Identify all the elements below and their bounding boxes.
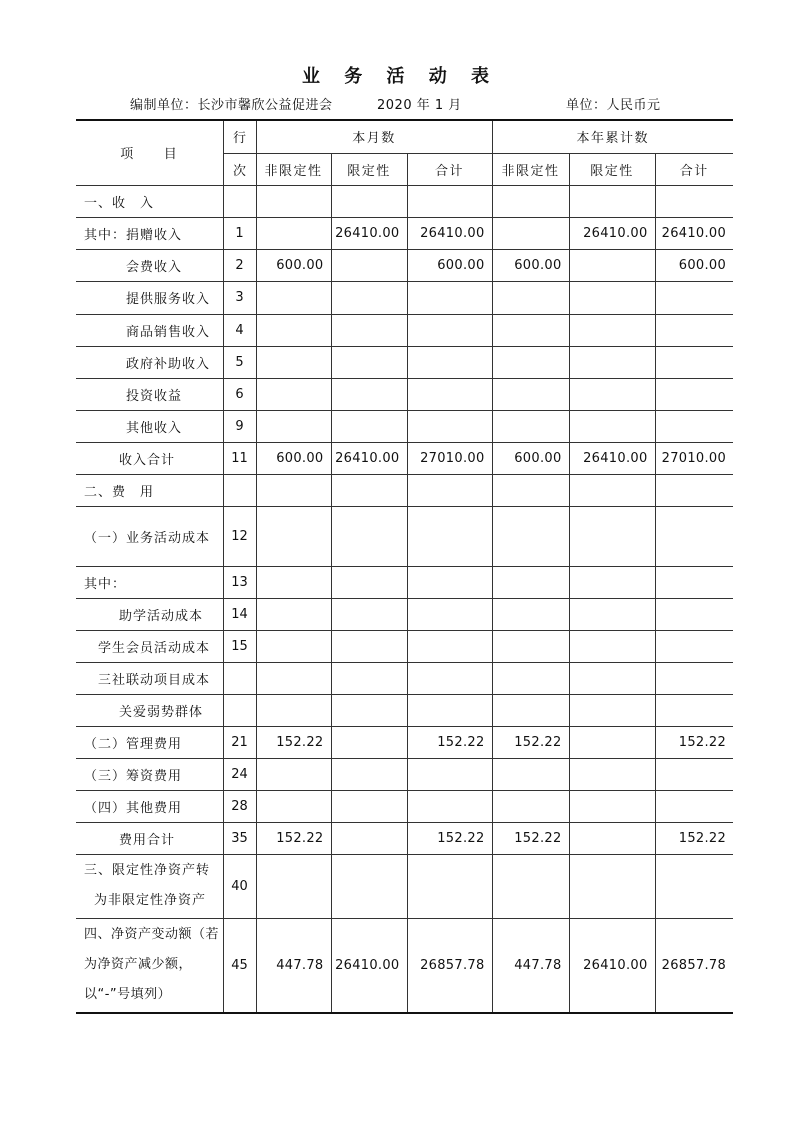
value-cell xyxy=(256,474,331,506)
table-row xyxy=(76,726,733,758)
table-row xyxy=(76,217,733,249)
value-cell: 152.22 xyxy=(655,726,733,758)
value-cell xyxy=(407,662,492,694)
value-cell xyxy=(256,694,331,726)
value-cell xyxy=(569,314,655,346)
line-no-cell: 5 xyxy=(223,346,256,378)
value-cell: 26410.00 xyxy=(407,217,492,249)
value-cell xyxy=(655,662,733,694)
table-row xyxy=(76,566,733,598)
value-cell xyxy=(492,790,569,822)
value-cell xyxy=(331,378,407,410)
value-cell xyxy=(492,566,569,598)
table-row xyxy=(76,281,733,314)
value-cell xyxy=(492,378,569,410)
row-label: （一）业务活动成本 xyxy=(76,506,223,566)
value-cell xyxy=(569,822,655,854)
value-cell xyxy=(331,249,407,281)
line-no-cell xyxy=(223,662,256,694)
value-cell xyxy=(256,346,331,378)
value-cell xyxy=(407,854,492,918)
value-cell: 152.22 xyxy=(256,726,331,758)
value-cell xyxy=(407,506,492,566)
value-cell xyxy=(569,726,655,758)
item-column-header: 项 目 xyxy=(76,120,223,185)
value-cell xyxy=(407,566,492,598)
row-label: 三社联动项目成本 xyxy=(76,662,223,694)
value-cell xyxy=(331,822,407,854)
value-cell: 26410.00 xyxy=(331,918,407,1013)
value-cell xyxy=(569,790,655,822)
value-cell xyxy=(256,566,331,598)
line-no-cell: 6 xyxy=(223,378,256,410)
row-label: （三）筹资费用 xyxy=(76,758,223,790)
row-label: 商品销售收入 xyxy=(76,314,223,346)
line-no-cell xyxy=(223,694,256,726)
value-cell xyxy=(331,726,407,758)
value-cell xyxy=(256,281,331,314)
value-cell xyxy=(569,410,655,442)
month-restricted-header: 限定性 xyxy=(331,153,407,185)
value-cell xyxy=(569,346,655,378)
table-row xyxy=(76,854,733,918)
row-label xyxy=(76,854,223,918)
value-cell: 152.22 xyxy=(492,822,569,854)
row-label-line: 以“-”号填列） xyxy=(84,987,172,1003)
value-cell xyxy=(407,410,492,442)
row-label: （四）其他费用 xyxy=(76,790,223,822)
row-label: 投资收益 xyxy=(76,378,223,410)
report-title: 业 务 活 动 表 xyxy=(301,66,499,87)
value-cell xyxy=(407,474,492,506)
value-cell xyxy=(331,185,407,217)
value-cell xyxy=(655,185,733,217)
ytd-restricted-header: 限定性 xyxy=(569,153,655,185)
value-cell xyxy=(407,790,492,822)
row-label-line: 为净资产减少额， xyxy=(84,957,193,973)
value-cell xyxy=(331,630,407,662)
value-cell xyxy=(492,854,569,918)
value-cell xyxy=(331,281,407,314)
value-cell xyxy=(331,410,407,442)
line-no-cell: 28 xyxy=(223,790,256,822)
header-row-groups xyxy=(76,120,733,153)
value-cell xyxy=(655,410,733,442)
ytd-group-header: 本年累计数 xyxy=(492,120,733,153)
line-no-cell: 40 xyxy=(223,854,256,918)
value-cell xyxy=(492,598,569,630)
value-cell: 600.00 xyxy=(407,249,492,281)
value-cell xyxy=(331,506,407,566)
line-no-cell: 2 xyxy=(223,249,256,281)
row-label: 收入合计 xyxy=(76,442,223,474)
value-cell xyxy=(655,854,733,918)
line-no-cell xyxy=(223,474,256,506)
row-label-line: 为非限定性净资产 xyxy=(94,893,207,908)
value-cell xyxy=(655,566,733,598)
value-cell xyxy=(331,854,407,918)
value-cell: 600.00 xyxy=(655,249,733,281)
value-cell xyxy=(331,694,407,726)
value-cell xyxy=(331,758,407,790)
value-cell xyxy=(331,346,407,378)
line-no-cell: 13 xyxy=(223,566,256,598)
value-cell: 152.22 xyxy=(655,822,733,854)
value-cell xyxy=(407,346,492,378)
value-cell xyxy=(256,598,331,630)
row-label-line: 三、限定性净资产转 xyxy=(84,863,211,878)
row-label: 政府补助收入 xyxy=(76,346,223,378)
row-label: 一、收 入 xyxy=(76,185,223,217)
value-cell xyxy=(407,758,492,790)
value-cell: 600.00 xyxy=(256,442,331,474)
value-cell xyxy=(256,506,331,566)
row-label: 二、费 用 xyxy=(76,474,223,506)
value-cell xyxy=(569,474,655,506)
line-no-cell: 45 xyxy=(223,918,256,1013)
table-row xyxy=(76,474,733,506)
value-cell xyxy=(569,630,655,662)
table-row xyxy=(76,598,733,630)
value-cell xyxy=(492,217,569,249)
value-cell xyxy=(569,662,655,694)
value-cell: 27010.00 xyxy=(655,442,733,474)
value-cell xyxy=(256,314,331,346)
value-cell xyxy=(569,378,655,410)
line-no-header-bottom: 次 xyxy=(223,153,256,185)
value-cell: 152.22 xyxy=(407,726,492,758)
value-cell xyxy=(331,566,407,598)
value-cell xyxy=(655,346,733,378)
currency-unit: 单位：人民币元 xyxy=(566,98,661,113)
table-row xyxy=(76,918,733,1013)
table-row xyxy=(76,790,733,822)
value-cell xyxy=(256,758,331,790)
line-no-cell: 15 xyxy=(223,630,256,662)
value-cell: 600.00 xyxy=(256,249,331,281)
value-cell xyxy=(331,790,407,822)
line-no-cell: 1 xyxy=(223,217,256,249)
value-cell: 26410.00 xyxy=(569,918,655,1013)
value-cell xyxy=(655,790,733,822)
table-row xyxy=(76,822,733,854)
month-group-header: 本月数 xyxy=(256,120,492,153)
value-cell xyxy=(569,185,655,217)
line-no-cell: 12 xyxy=(223,506,256,566)
ytd-total-header: 合计 xyxy=(655,153,733,185)
table-row xyxy=(76,630,733,662)
table-row xyxy=(76,410,733,442)
table-row xyxy=(76,185,733,217)
value-cell xyxy=(407,598,492,630)
line-no-cell: 21 xyxy=(223,726,256,758)
value-cell xyxy=(407,378,492,410)
row-label: 其中： xyxy=(76,566,223,598)
table-row xyxy=(76,249,733,281)
table-row xyxy=(76,506,733,566)
value-cell xyxy=(492,474,569,506)
value-cell xyxy=(492,630,569,662)
value-cell xyxy=(492,185,569,217)
value-cell xyxy=(569,598,655,630)
row-label-line: 四、净资产变动额（若 xyxy=(84,927,220,943)
value-cell xyxy=(655,474,733,506)
value-cell xyxy=(655,758,733,790)
report-period: 2020 年 1 月 xyxy=(377,98,462,113)
line-no-cell: 14 xyxy=(223,598,256,630)
table-row xyxy=(76,378,733,410)
value-cell xyxy=(655,506,733,566)
value-cell xyxy=(492,281,569,314)
table-row xyxy=(76,758,733,790)
value-cell xyxy=(655,598,733,630)
value-cell xyxy=(655,378,733,410)
value-cell xyxy=(407,694,492,726)
value-cell xyxy=(256,410,331,442)
month-unrestricted-header: 非限定性 xyxy=(256,153,331,185)
preparing-organization: 编制单位：长沙市馨欣公益促进会 xyxy=(130,98,333,113)
value-cell: 26410.00 xyxy=(569,217,655,249)
value-cell xyxy=(492,314,569,346)
value-cell xyxy=(492,346,569,378)
row-label: 其他收入 xyxy=(76,410,223,442)
value-cell xyxy=(492,506,569,566)
value-cell: 26410.00 xyxy=(569,442,655,474)
value-cell: 152.22 xyxy=(256,822,331,854)
value-cell: 26857.78 xyxy=(655,918,733,1013)
value-cell xyxy=(256,790,331,822)
value-cell xyxy=(331,474,407,506)
value-cell xyxy=(655,281,733,314)
value-cell xyxy=(256,854,331,918)
value-cell xyxy=(407,630,492,662)
value-cell xyxy=(492,662,569,694)
value-cell: 600.00 xyxy=(492,442,569,474)
value-cell xyxy=(569,506,655,566)
line-no-header-top: 行 xyxy=(223,120,256,153)
value-cell xyxy=(655,694,733,726)
value-cell: 26410.00 xyxy=(331,217,407,249)
table-row xyxy=(76,346,733,378)
value-cell xyxy=(492,758,569,790)
value-cell xyxy=(407,314,492,346)
row-label: 提供服务收入 xyxy=(76,281,223,314)
value-cell: 26410.00 xyxy=(655,217,733,249)
value-cell: 447.78 xyxy=(492,918,569,1013)
value-cell: 26857.78 xyxy=(407,918,492,1013)
value-cell xyxy=(331,598,407,630)
row-label: 费用合计 xyxy=(76,822,223,854)
value-cell xyxy=(256,217,331,249)
line-no-cell: 9 xyxy=(223,410,256,442)
value-cell xyxy=(569,566,655,598)
value-cell: 27010.00 xyxy=(407,442,492,474)
table-row xyxy=(76,442,733,474)
value-cell xyxy=(569,249,655,281)
line-no-cell: 4 xyxy=(223,314,256,346)
value-cell: 447.78 xyxy=(256,918,331,1013)
table-row xyxy=(76,314,733,346)
value-cell xyxy=(569,281,655,314)
value-cell xyxy=(492,410,569,442)
ytd-unrestricted-header: 非限定性 xyxy=(492,153,569,185)
value-cell xyxy=(407,281,492,314)
value-cell xyxy=(569,694,655,726)
value-cell xyxy=(256,662,331,694)
row-label: 学生会员活动成本 xyxy=(76,630,223,662)
row-label: 助学活动成本 xyxy=(76,598,223,630)
row-label: 会费收入 xyxy=(76,249,223,281)
value-cell xyxy=(256,185,331,217)
value-cell: 600.00 xyxy=(492,249,569,281)
month-total-header: 合计 xyxy=(407,153,492,185)
row-label: （二）管理费用 xyxy=(76,726,223,758)
row-label: 其中：捐赠收入 xyxy=(76,217,223,249)
value-cell: 26410.00 xyxy=(331,442,407,474)
value-cell xyxy=(407,185,492,217)
value-cell xyxy=(331,662,407,694)
value-cell xyxy=(569,854,655,918)
value-cell xyxy=(655,630,733,662)
line-no-cell: 11 xyxy=(223,442,256,474)
table-row xyxy=(76,662,733,694)
line-no-cell xyxy=(223,185,256,217)
value-cell xyxy=(492,694,569,726)
line-no-cell: 24 xyxy=(223,758,256,790)
row-label: 关爱弱势群体 xyxy=(76,694,223,726)
value-cell xyxy=(256,378,331,410)
activity-statement-table xyxy=(76,119,733,1014)
table-row xyxy=(76,694,733,726)
value-cell: 152.22 xyxy=(407,822,492,854)
value-cell xyxy=(256,630,331,662)
value-cell: 152.22 xyxy=(492,726,569,758)
value-cell xyxy=(331,314,407,346)
value-cell xyxy=(569,758,655,790)
line-no-cell: 35 xyxy=(223,822,256,854)
value-cell xyxy=(655,314,733,346)
line-no-cell: 3 xyxy=(223,281,256,314)
row-label xyxy=(76,918,223,1013)
